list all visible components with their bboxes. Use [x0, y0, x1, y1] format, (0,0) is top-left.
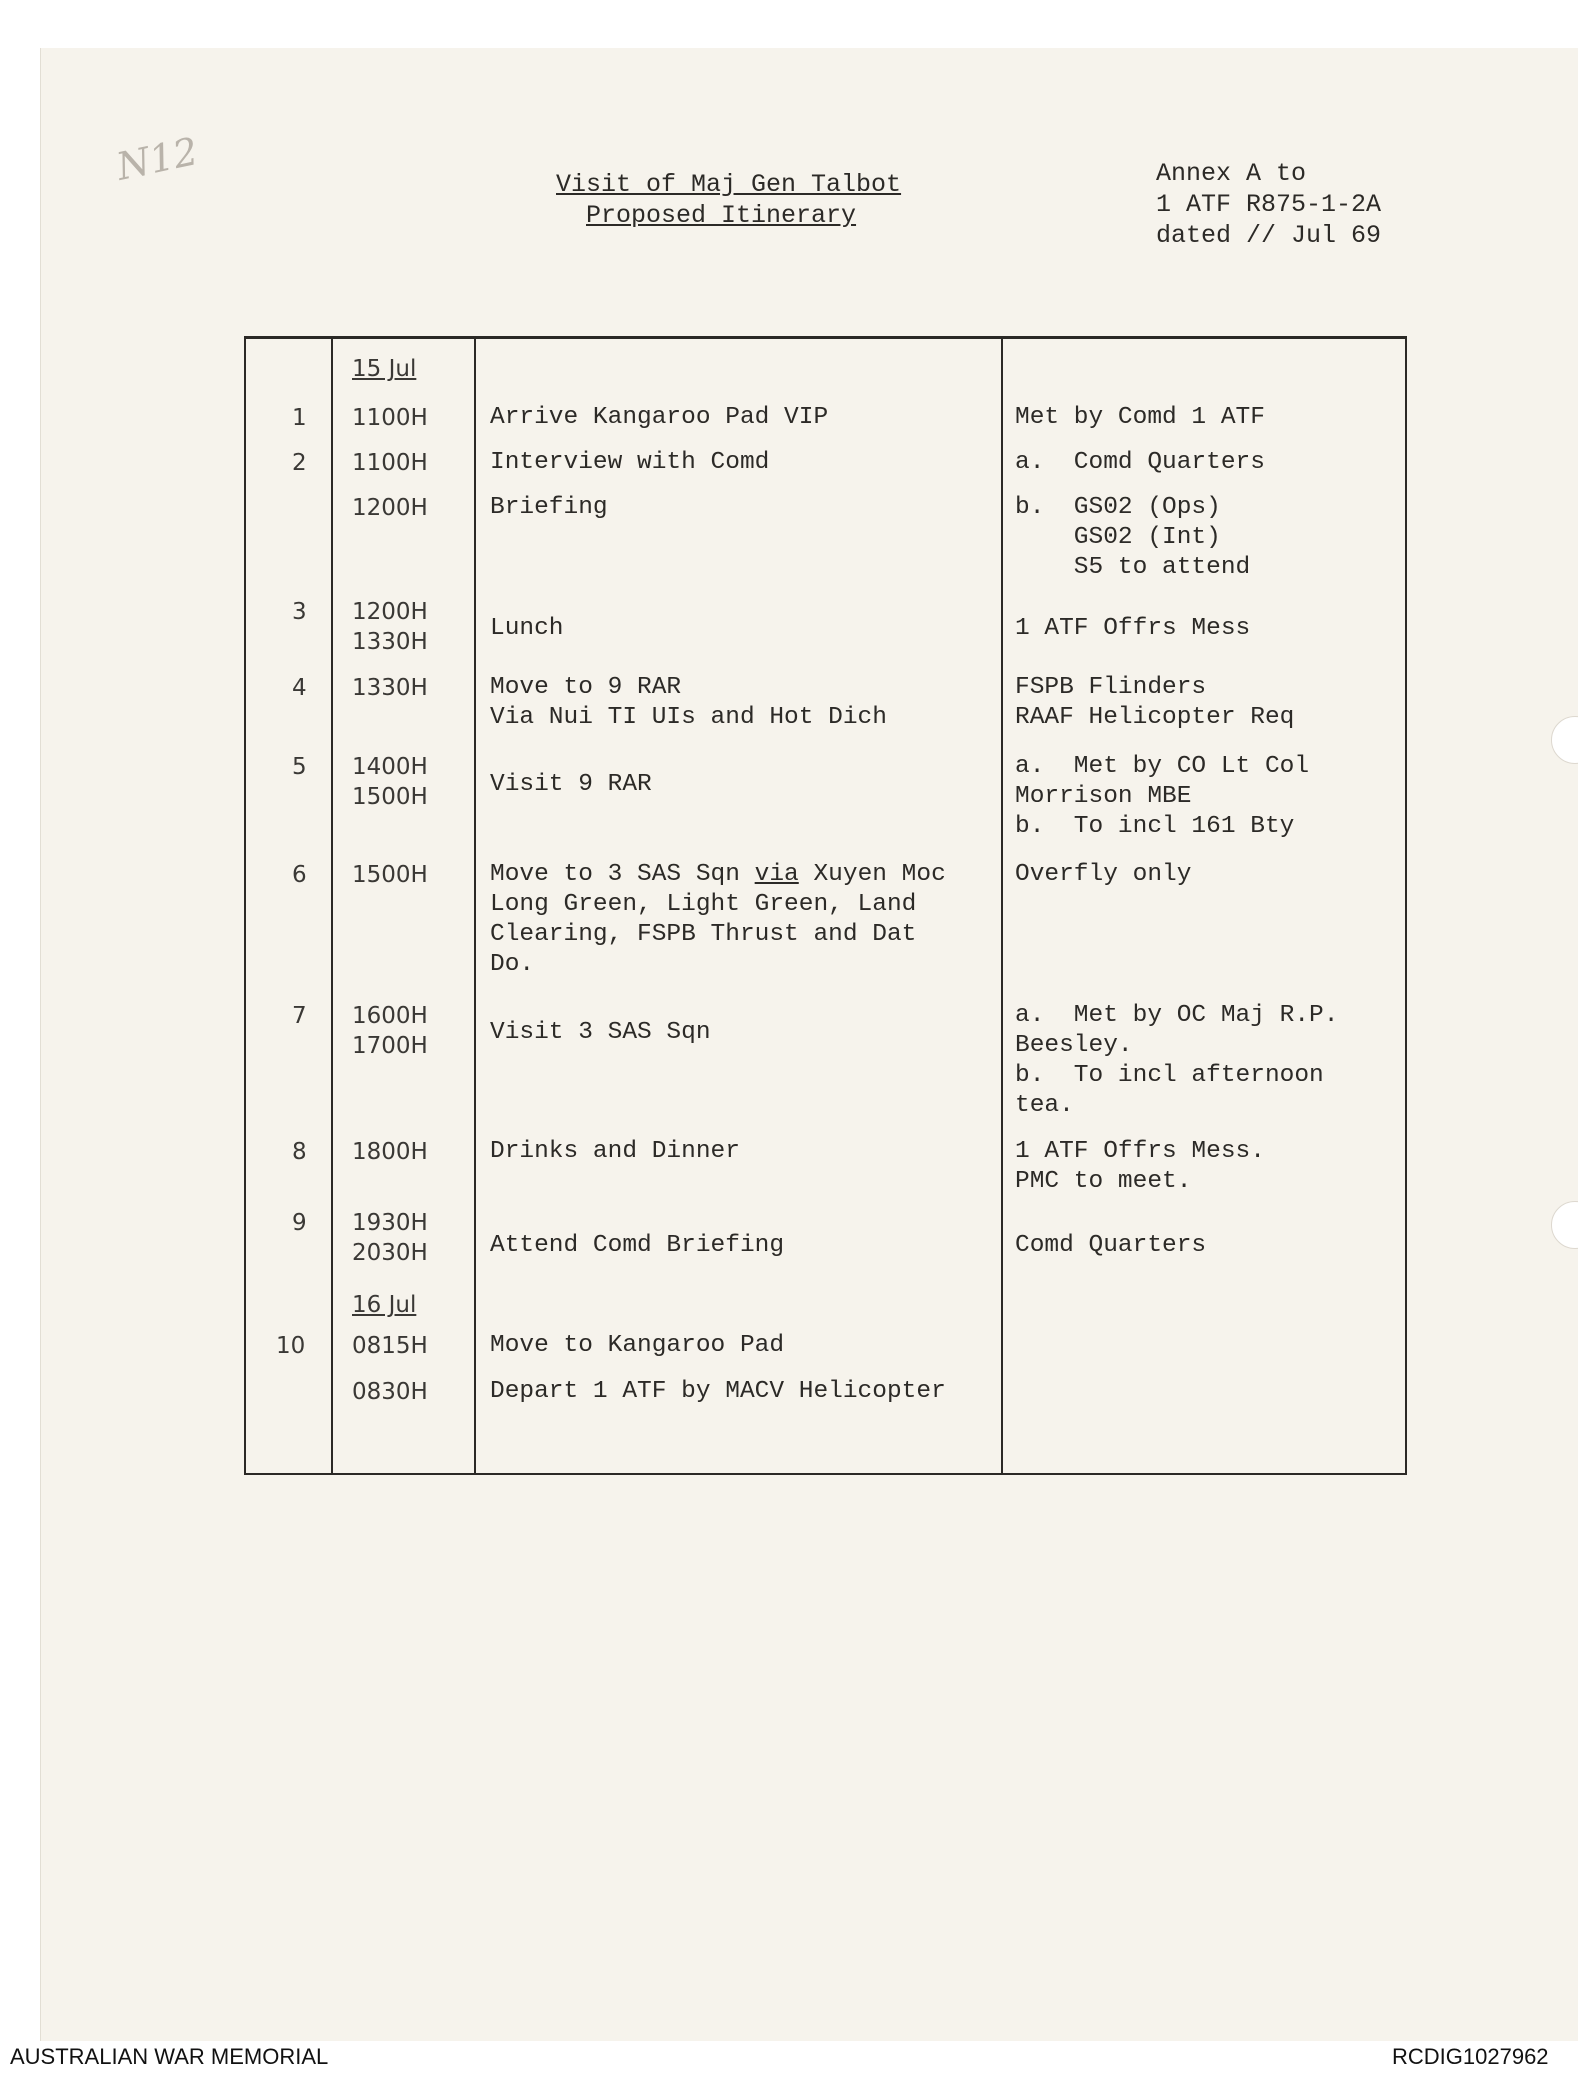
remarks-text: b. To incl 161 Bty	[1015, 813, 1295, 840]
activity-text: Do.	[490, 951, 535, 978]
item-number: 1	[292, 405, 307, 431]
activity-text: Drinks and Dinner	[490, 1138, 740, 1165]
time-entry: 0815H	[352, 1333, 428, 1359]
footer-institution: AUSTRALIAN WAR MEMORIAL	[10, 2044, 329, 2069]
time-entry: 1700H	[352, 1033, 428, 1059]
time-entry: 2030H	[352, 1240, 428, 1266]
remarks-text: S5 to attend	[1015, 554, 1251, 581]
item-number: 9	[292, 1210, 307, 1236]
item-number: 8	[292, 1139, 307, 1165]
activity-text: Lunch	[490, 615, 564, 642]
remarks-text: GS02 (Int)	[1015, 524, 1221, 551]
remarks-text: a. Comd Quarters	[1015, 449, 1265, 476]
remarks-text: tea.	[1015, 1092, 1074, 1119]
remarks-text: a. Met by CO Lt Col	[1015, 753, 1310, 780]
column-divider	[474, 339, 476, 1473]
column-divider	[1001, 339, 1003, 1473]
item-number: 10	[276, 1333, 306, 1359]
footer-document-id: RCDIG1027962	[1392, 2044, 1549, 2069]
annex-date: dated // Jul 69	[1156, 221, 1382, 250]
time-entry: 1200H	[352, 495, 428, 521]
underlined-word: via	[754, 861, 799, 888]
time-entry: 1100H	[352, 450, 428, 476]
activity-text: Visit 3 SAS Sqn	[490, 1019, 711, 1046]
item-number: 2	[292, 450, 307, 476]
item-number: 7	[292, 1003, 307, 1029]
activity-text: Move to 9 RAR	[490, 674, 682, 701]
folio-mark: N12	[112, 128, 202, 189]
time-entry: 1330H	[352, 675, 428, 701]
column-divider	[331, 339, 333, 1473]
document-subtitle: Proposed Itinerary	[586, 201, 857, 230]
remarks-text: Comd Quarters	[1015, 1232, 1207, 1259]
remarks-text: Overfly only	[1015, 861, 1192, 888]
punch-hole	[1551, 1201, 1578, 1249]
remarks-text: FSPB Flinders	[1015, 674, 1207, 701]
time-entry: 0830H	[352, 1379, 428, 1405]
annex-file-number: 1 ATF R875-1-2A	[1156, 190, 1382, 219]
time-entry: 1330H	[352, 629, 428, 655]
remarks-text: a. Met by OC Maj R.P.	[1015, 1002, 1339, 1029]
activity-text: Move to Kangaroo Pad	[490, 1332, 785, 1359]
remarks-text: Beesley.	[1015, 1032, 1133, 1059]
time-entry: 1500H	[352, 862, 428, 888]
remarks-text: 1 ATF Offrs Mess.	[1015, 1138, 1265, 1165]
time-entry: 1400H	[352, 754, 428, 780]
activity-text: Arrive Kangaroo Pad VIP	[490, 404, 829, 431]
item-number: 4	[292, 675, 307, 701]
time-entry: 1100H	[352, 405, 428, 431]
activity-text: Briefing	[490, 494, 608, 521]
activity-text: Depart 1 ATF by MACV Helicopter	[490, 1378, 946, 1405]
remarks-text: 1 ATF Offrs Mess	[1015, 615, 1251, 642]
remarks-text: Morrison MBE	[1015, 783, 1192, 810]
item-number: 5	[292, 754, 307, 780]
activity-text: Move to 3 SAS Sqn via Xuyen Moc	[490, 861, 946, 888]
activity-text: Attend Comd Briefing	[490, 1232, 785, 1259]
annex-reference: Annex A to	[1156, 159, 1307, 188]
time-entry: 1930H	[352, 1210, 428, 1236]
activity-text: Clearing, FSPB Thrust and Dat	[490, 921, 917, 948]
item-number: 3	[292, 599, 307, 625]
punch-hole	[1551, 716, 1578, 764]
activity-text: Long Green, Light Green, Land	[490, 891, 917, 918]
time-entry: 1800H	[352, 1139, 428, 1165]
remarks-text: b. To incl afternoon	[1015, 1062, 1324, 1089]
activity-text: Interview with Comd	[490, 449, 770, 476]
remarks-text: Met by Comd 1 ATF	[1015, 404, 1265, 431]
remarks-text: RAAF Helicopter Req	[1015, 704, 1295, 731]
time-entry: 1600H	[352, 1003, 428, 1029]
time-entry: 1200H	[352, 599, 428, 625]
item-number: 6	[292, 862, 307, 888]
activity-text: Visit 9 RAR	[490, 771, 652, 798]
date-heading: 16 Jul	[352, 1292, 417, 1318]
date-heading: 15 Jul	[352, 356, 417, 382]
document-title: Visit of Maj Gen Talbot	[556, 170, 902, 199]
activity-text: Via Nui TI UIs and Hot Dich	[490, 704, 887, 731]
remarks-text: PMC to meet.	[1015, 1168, 1192, 1195]
remarks-text: b. GS02 (Ops)	[1015, 494, 1221, 521]
time-entry: 1500H	[352, 784, 428, 810]
